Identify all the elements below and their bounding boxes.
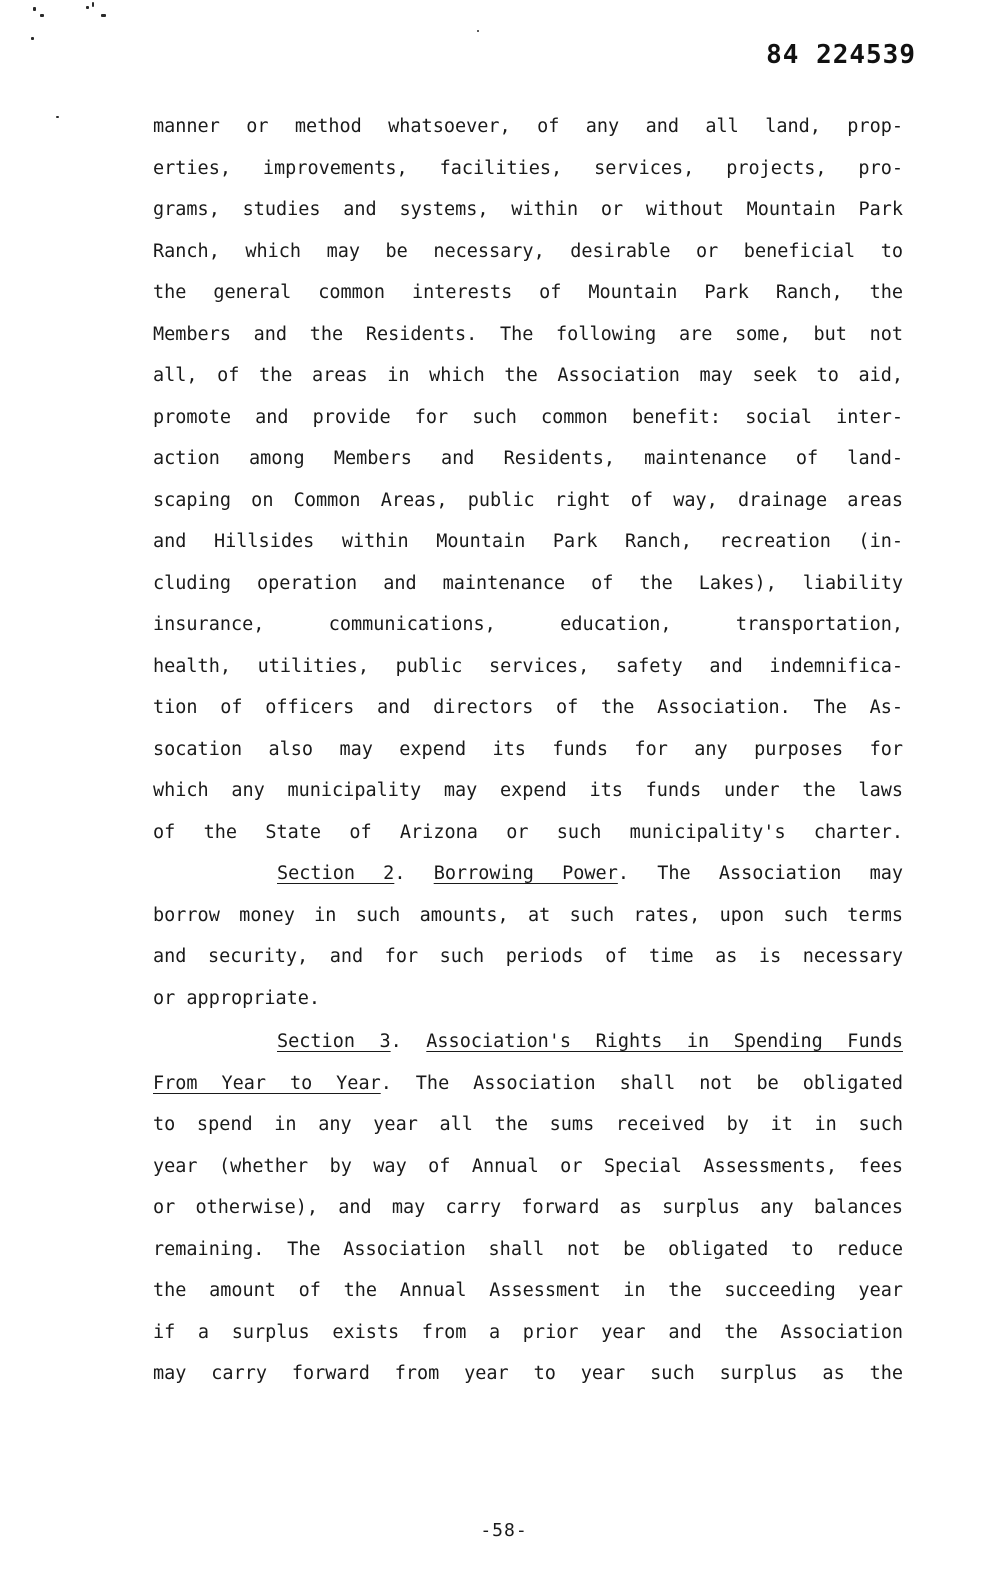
- section-2: [153, 853, 903, 1019]
- text-line: the general common interests of Mountain Park Ranch, the: [153, 282, 903, 303]
- text-line: year (whether by way of Annual or Special Assessments, fees: [153, 1155, 903, 1177]
- section-3-title-continued: From Year to Year: [153, 1072, 381, 1094]
- text-line: grams, studies and systems, within or without Mountain Park: [153, 199, 903, 220]
- text-line: Ranch, which may be necessary, desirable or beneficial to: [153, 240, 903, 262]
- text-line: or otherwise), and may carry forward as surplus any balances: [153, 1197, 903, 1218]
- text-line: remaining. The Association shall not be obligated to reduce: [153, 1238, 903, 1260]
- text-line: or appropriate.: [153, 987, 321, 1009]
- text-line: promote and provide for such common benefit: social inter-: [153, 406, 903, 428]
- body-text: [153, 106, 903, 1395]
- text-line: health, utilities, public services, safety and indemnifica-: [153, 655, 903, 677]
- scan-speck: [101, 14, 106, 17]
- section-2-heading-line: Section 2. Borrowing Power. The Association may: [277, 863, 903, 884]
- text-line-fragment: The Association may: [657, 863, 903, 884]
- text-line: and Hillsides within Mountain Park Ranch, recreation (in-: [153, 531, 903, 552]
- section-2-title: Borrowing Power: [433, 863, 618, 884]
- scan-speck: [40, 14, 44, 17]
- text-line: which any municipality may expend its funds under the laws: [153, 780, 903, 801]
- scan-speck: [31, 37, 34, 40]
- scan-speck: [33, 7, 36, 11]
- text-line: borrow money in such amounts, at such rates, upon such terms: [153, 904, 903, 926]
- page-number: -58-: [480, 1520, 528, 1541]
- document-number: 84 224539: [766, 40, 916, 70]
- scan-speck: [477, 30, 479, 32]
- text-line: all, of the areas in which the Association may seek to aid,: [153, 365, 903, 386]
- text-line: insurance, communications, education, transportation,: [153, 614, 903, 635]
- text-line: to spend in any year all the sums received by it in such: [153, 1114, 903, 1135]
- text-line: and security, and for such periods of time as is necessary: [153, 946, 903, 967]
- text-line: of the State of Arizona or such municipality's charter.: [153, 821, 903, 843]
- text-line: cluding operation and maintenance of the Lakes), liability: [153, 572, 903, 594]
- text-line: if a surplus exists from a prior year and the Association: [153, 1321, 903, 1343]
- text-line: tion of officers and directors of the Association. The As-: [153, 697, 903, 718]
- section-3-title: Association's Rights in Spending Funds: [426, 1031, 903, 1052]
- section-3-label: Section 3: [277, 1031, 391, 1052]
- scan-speck: [86, 6, 89, 9]
- text-line: scaping on Common Areas, public right of way, drainage areas: [153, 489, 903, 511]
- text-line-fragment: The Association shall not be obligated: [415, 1072, 903, 1094]
- text-line: socation also may expend its funds for any purposes for: [153, 738, 903, 760]
- section-3: [153, 1021, 903, 1395]
- text-line: action among Members and Residents, maintenance of land-: [153, 448, 903, 469]
- scan-speck: [56, 116, 59, 118]
- section-2-label: Section 2: [277, 863, 395, 884]
- text-line: erties, improvements, facilities, services, projects, pro-: [153, 157, 903, 179]
- text-line: Members and the Residents. The following are some, but not: [153, 323, 903, 345]
- scan-speck: [92, 2, 94, 7]
- section-3-second-line: From Year to Year. The Association shall not be obligated: [153, 1072, 903, 1094]
- section-3-heading-line: Section 3. Association's Rights in Spending Funds: [277, 1031, 903, 1052]
- text-line: manner or method whatsoever, of any and all land, prop-: [153, 116, 903, 137]
- paragraph-1: [153, 106, 903, 853]
- text-line: the amount of the Annual Assessment in the succeeding year: [153, 1280, 903, 1301]
- text-line: may carry forward from year to year such surplus as the: [153, 1363, 903, 1384]
